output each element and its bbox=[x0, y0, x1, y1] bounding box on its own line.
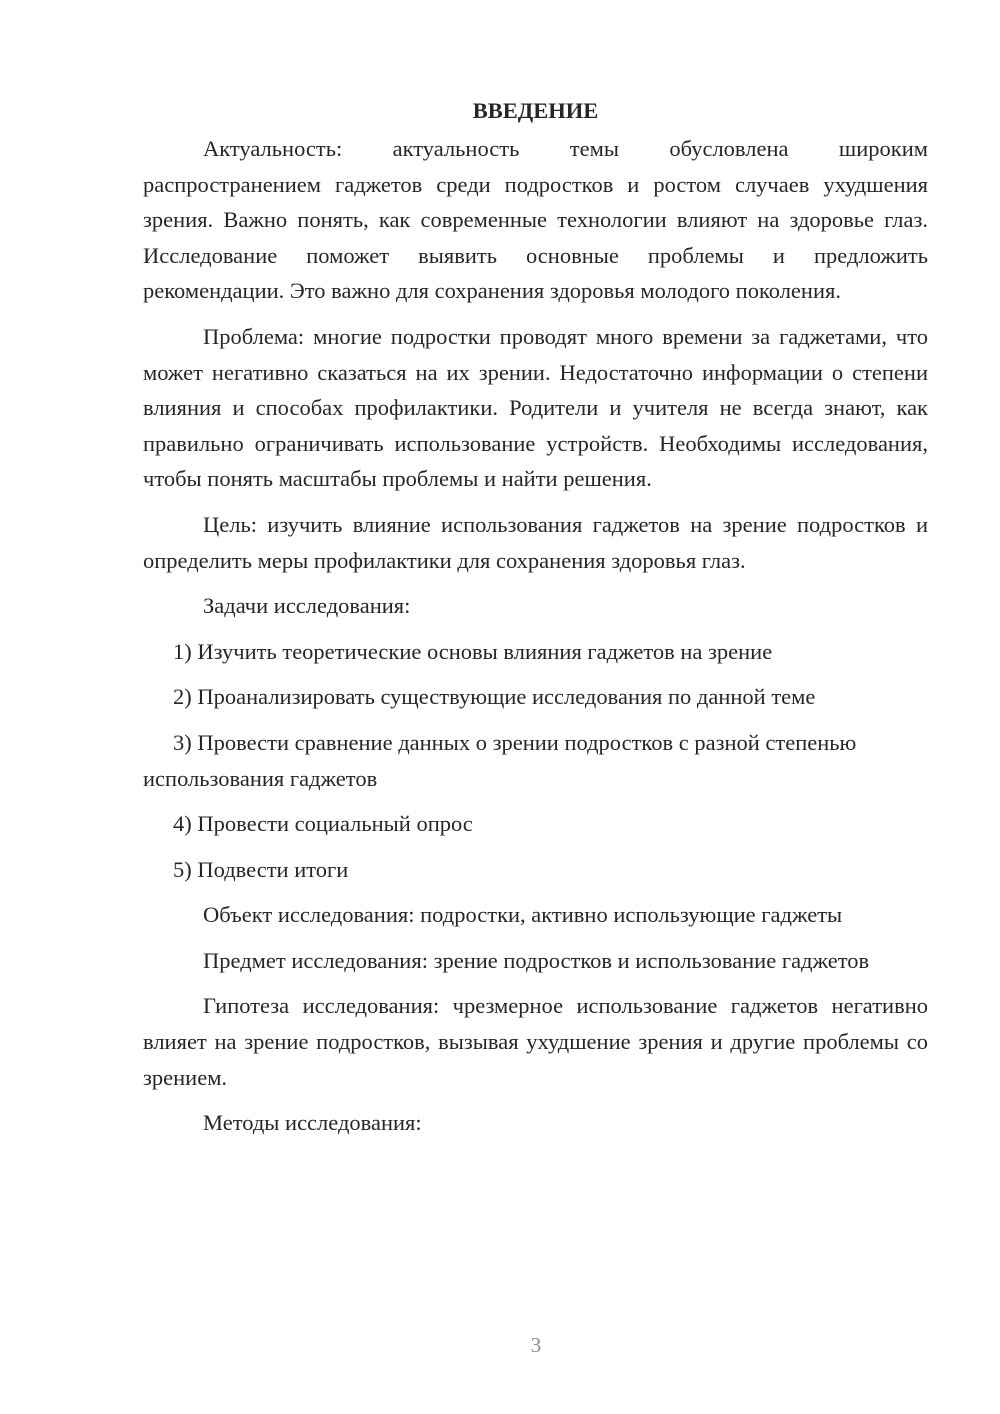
paragraph-goal: Цель: изучить влияние использования гаджетов на зрение подростков и определить меры профилактики для сохранения здоровья глаз. bbox=[143, 511, 928, 573]
paragraph-problem: Проблема: многие подростки проводят много времени за гаджетами, что может негативно сказаться на их зрении. Недостаточно информации о степени влияния и способах профилактики. Родители и учителя не всегда знают, как правильно ограничивать использование устройств. Необходимы исследования, чтобы понять масштабы проблемы и найти решения. bbox=[143, 323, 928, 492]
paragraph-hypothesis: Гипотеза исследования: чрезмерное использование гаджетов негативно влияет на зрение подростков, вызывая ухудшение зрения и другие проблемы со зрением. bbox=[143, 993, 928, 1090]
page-content bbox=[143, 92, 928, 1141]
paragraph-relevance: Актуальность: актуальность темы обусловлена широким распространением гаджетов среди подростков и ростом случаев ухудшения зрения. Важно понять, как современные технологии влияют на здоровье глаз. Исследование поможет выявить основные проблемы и предложить рекомендации. Это важно для сохранения здоровья молодого поколения. bbox=[143, 136, 928, 304]
paragraph-tasks-heading: Задачи исследования: bbox=[203, 593, 411, 619]
task-item-2: 2) Проанализировать существующие исследования по данной теме bbox=[173, 684, 816, 710]
task-item-1: 1) Изучить теоретические основы влияния гаджетов на зрение bbox=[173, 638, 773, 664]
task-item-4: 4) Провести социальный опрос bbox=[173, 811, 473, 837]
paragraph-methods-heading: Методы исследования: bbox=[203, 1110, 422, 1136]
task-item-3: 3) Провести сравнение данных о зрении подростков с разной степенью использования гаджетов bbox=[143, 729, 857, 791]
section-title: ВВЕДЕНИЕ bbox=[472, 98, 599, 123]
task-item-5: 5) Подвести итоги bbox=[173, 856, 349, 882]
page-number: 3 bbox=[530, 1333, 542, 1357]
tasks-list bbox=[143, 634, 928, 888]
paragraph-subject: Предмет исследования: зрение подростков и использование гаджетов bbox=[203, 947, 870, 973]
paragraph-object: Объект исследования: подростки, активно использующие гаджеты bbox=[203, 902, 843, 928]
